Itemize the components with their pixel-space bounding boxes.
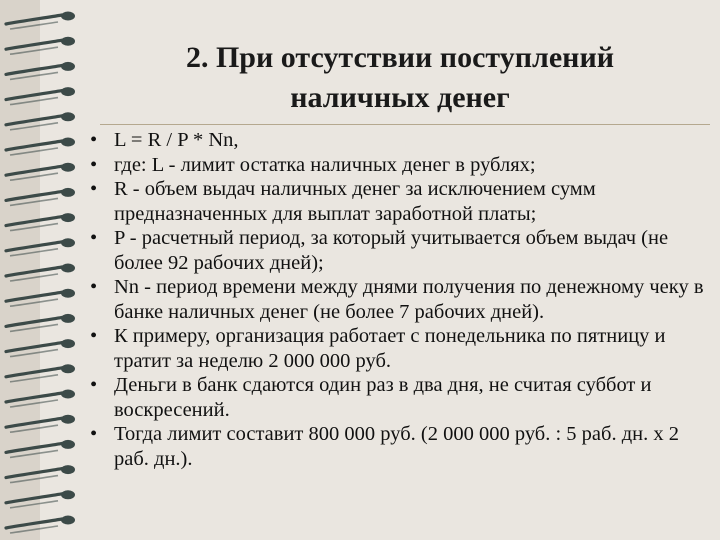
spiral-coil (6, 163, 75, 181)
list-item (90, 422, 712, 471)
spiral-binding-icon (0, 0, 86, 540)
spiral-coil (6, 314, 75, 332)
title-divider (100, 124, 710, 125)
bullet-icon: • (90, 276, 98, 298)
list-item-text: Тогда лимит составит 800 000 руб. (2 000 000 руб. : 5 раб. дн. х 2 раб. дн.). (114, 423, 679, 470)
spiral-coil (6, 490, 75, 508)
spiral-coil (6, 415, 75, 433)
list-item (90, 177, 712, 226)
spiral-coil (6, 188, 75, 206)
bullet-icon: • (90, 423, 98, 445)
bullet-icon: • (90, 325, 98, 347)
spiral-coil (6, 87, 75, 105)
list-item-text: P - расчетный период, за который учитывается объем выдач (не более 92 рабочих дней); (114, 227, 669, 274)
spiral-coil (6, 112, 75, 130)
bullet-icon: • (90, 374, 98, 396)
list-item (90, 373, 712, 422)
bullet-icon: • (90, 178, 98, 200)
spiral-coil (6, 264, 75, 282)
list-item (90, 226, 712, 275)
list-item (90, 153, 712, 178)
spiral-coil (6, 390, 75, 408)
list-item-text: где: L - лимит остатка наличных денег в рублях; (114, 153, 536, 176)
spiral-coil (6, 289, 75, 307)
slide-title (100, 38, 700, 118)
spiral-coil (6, 238, 75, 256)
spiral-coil (6, 465, 75, 483)
spiral-coil (6, 339, 75, 357)
spiral-coil (6, 138, 75, 156)
spiral-coil (6, 12, 75, 30)
bullet-icon: • (90, 129, 98, 151)
bullet-list (90, 128, 712, 471)
list-item (90, 324, 712, 373)
list-item-text: R - объем выдач наличных денег за исключением сумм предназначенных для выплат заработной платы; (114, 178, 596, 225)
spiral-coil (6, 440, 75, 458)
title-line-1: 2. При отсутствии поступлений (185, 41, 615, 74)
spiral-coil (6, 364, 75, 382)
spiral-coil (6, 213, 75, 231)
spiral-coil (6, 516, 75, 534)
list-item-text: Nn - период времени между днями получения по денежному чеку в банке наличных денег (не более 7 рабочих дней). (114, 276, 704, 323)
list-item-text: Деньги в банк сдаются один раз в два дня, не считая суббот и воскресений. (114, 374, 652, 421)
list-item-text: К примеру, организация работает с понедельника по пятницу и тратит за неделю 2 000 000 руб. (114, 325, 666, 372)
list-item-text: L = R / P * Nn, (114, 129, 239, 151)
bullet-icon: • (90, 227, 98, 249)
list-item (90, 128, 712, 153)
title-line-2: наличных денег (290, 81, 510, 114)
spiral-coil (6, 62, 75, 80)
bullet-icon: • (90, 153, 98, 176)
spiral-coil (6, 37, 75, 55)
list-item (90, 275, 712, 324)
